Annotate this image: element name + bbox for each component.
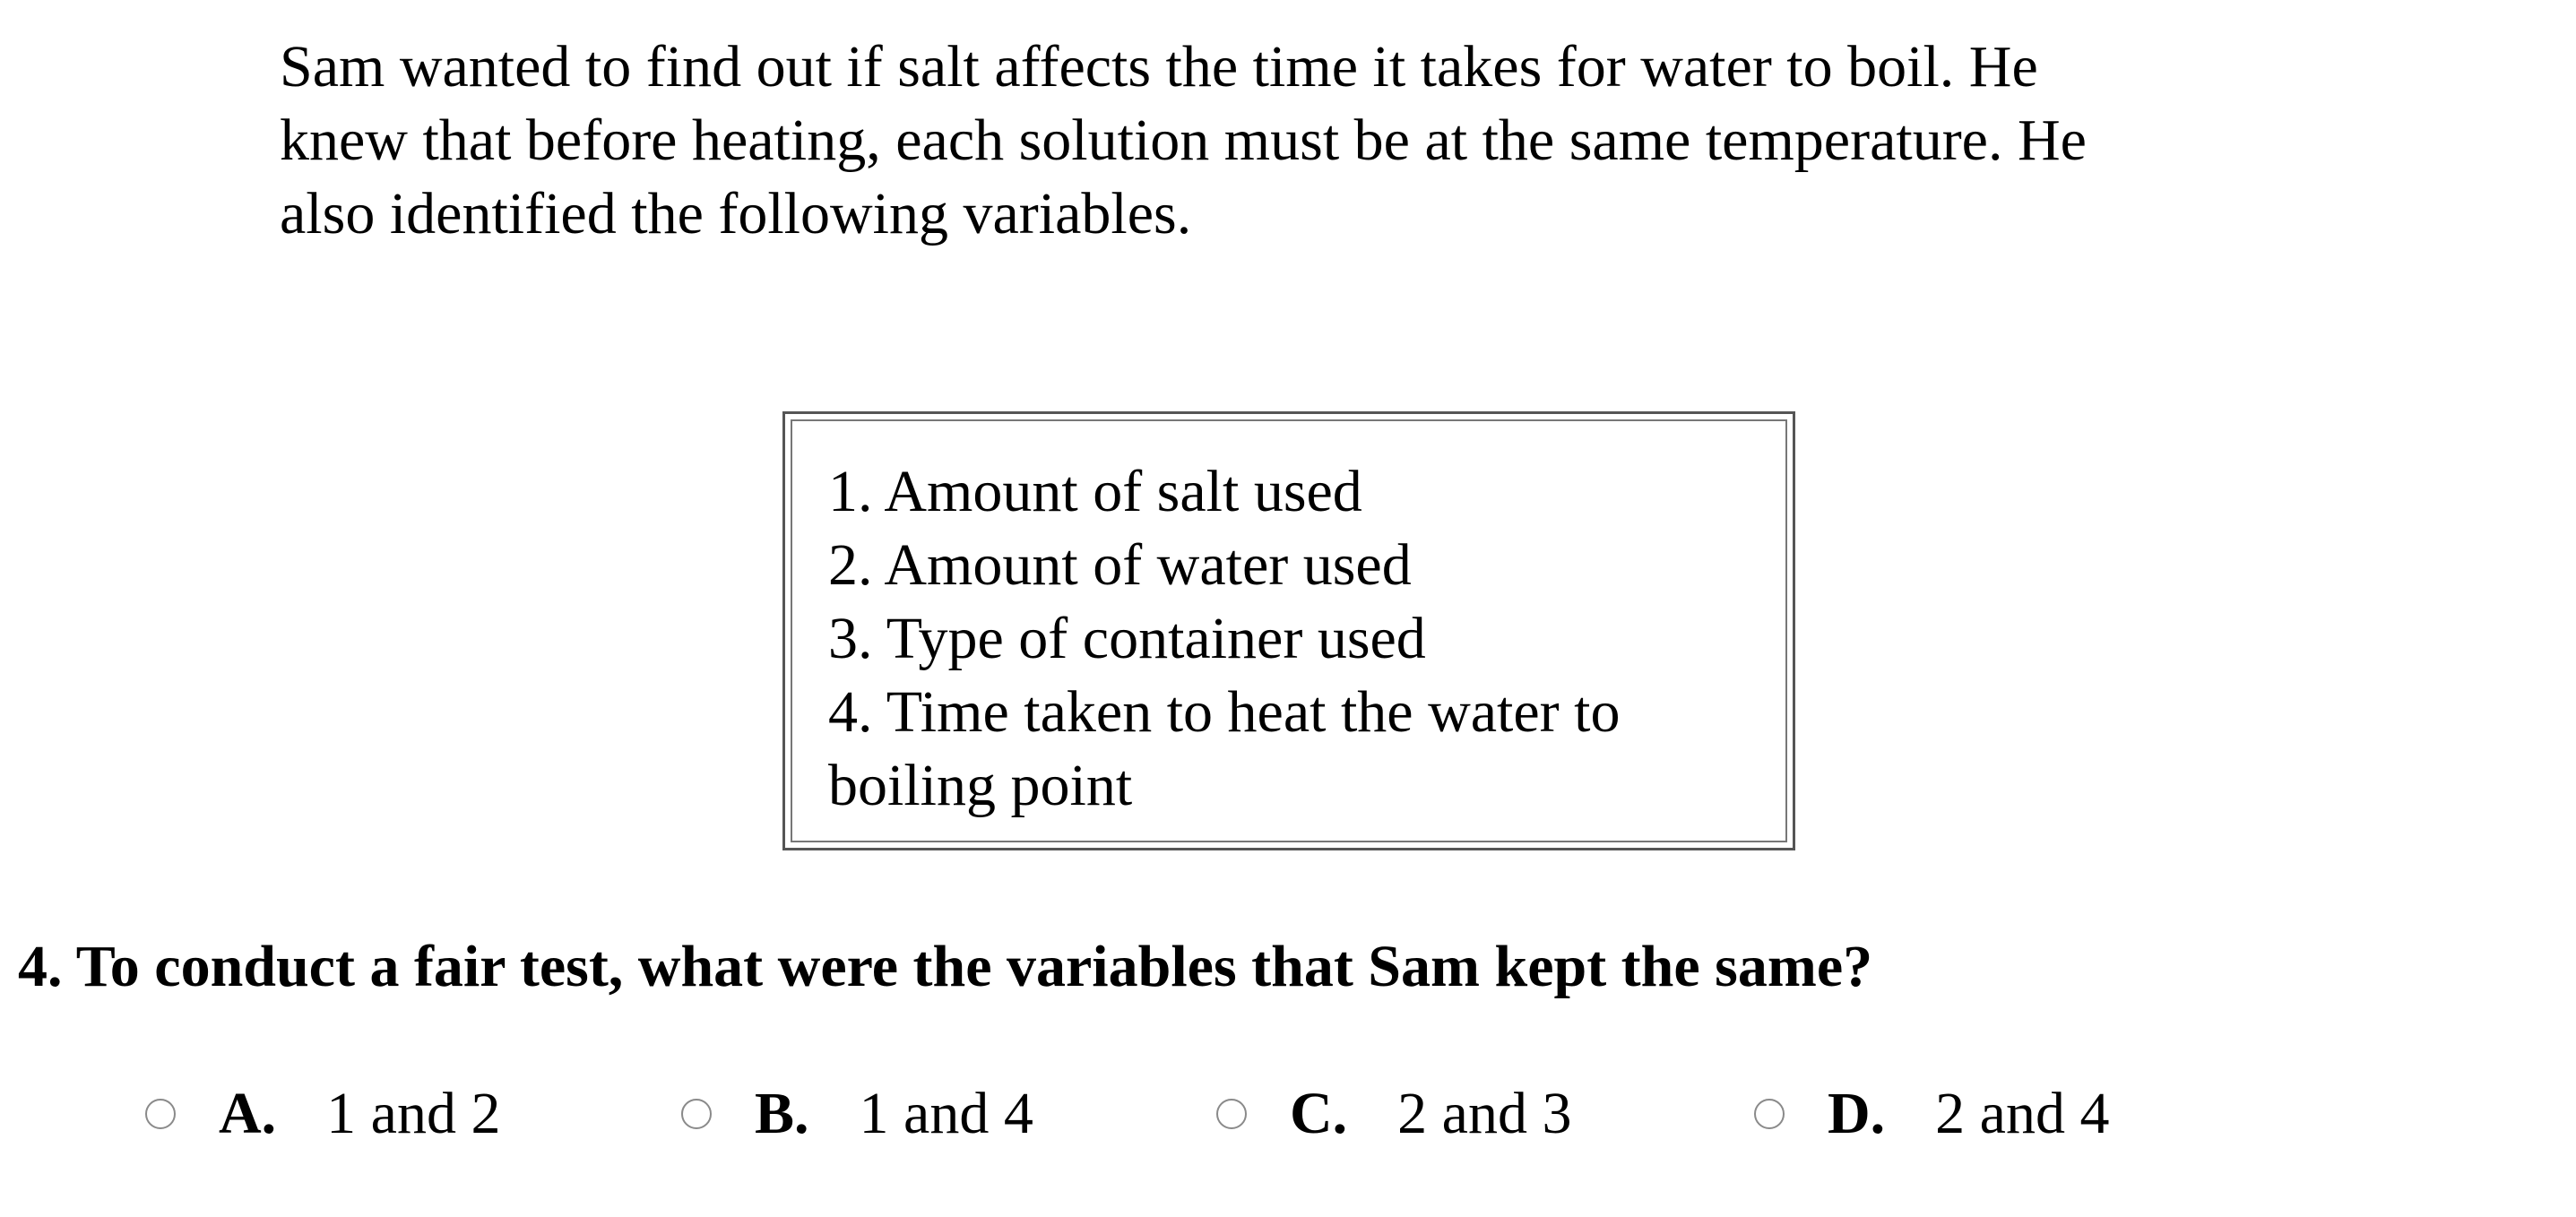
option-c[interactable] [1216,1074,1571,1154]
variable-item: 4. Time taken to heat the water to [828,679,1621,745]
radio-button-d[interactable] [1754,1099,1785,1129]
option-d-letter: D. [1828,1081,1886,1146]
option-b-letter: B. [755,1081,809,1146]
option-a-text: 1 and 2 [326,1081,501,1146]
passage-line: also identified the following variables. [280,181,1192,246]
question-text: 4. To conduct a fair test, what were the variables that Sam kept the same? [18,934,1873,999]
option-c-letter: C. [1290,1081,1348,1146]
variable-item: 2. Amount of water used [828,532,1412,598]
question-passage [280,30,2323,251]
option-a[interactable] [145,1074,500,1154]
passage-line: knew that before heating, each solution must be at the same temperature. He [280,108,2087,173]
variable-item: 1. Amount of salt used [828,459,1362,524]
answer-options [0,1074,2576,1154]
radio-button-a[interactable] [145,1099,176,1129]
variables-box-inner-border [791,419,1787,842]
variable-item-continued: boiling point [828,753,1133,818]
option-a-letter: A. [219,1081,277,1146]
variable-item: 3. Type of container used [828,606,1426,671]
radio-button-b[interactable] [681,1099,712,1129]
option-d[interactable] [1754,1074,2109,1154]
option-b-text: 1 and 4 [859,1081,1033,1146]
radio-button-c[interactable] [1216,1099,1247,1129]
option-c-text: 2 and 3 [1397,1081,1572,1146]
variables-box [782,411,1795,850]
option-d-text: 2 and 4 [1935,1081,2110,1146]
passage-line: Sam wanted to find out if salt affects the time it takes for water to boil. He [280,34,2038,99]
option-b[interactable] [681,1074,1033,1154]
variables-list [828,455,1621,823]
